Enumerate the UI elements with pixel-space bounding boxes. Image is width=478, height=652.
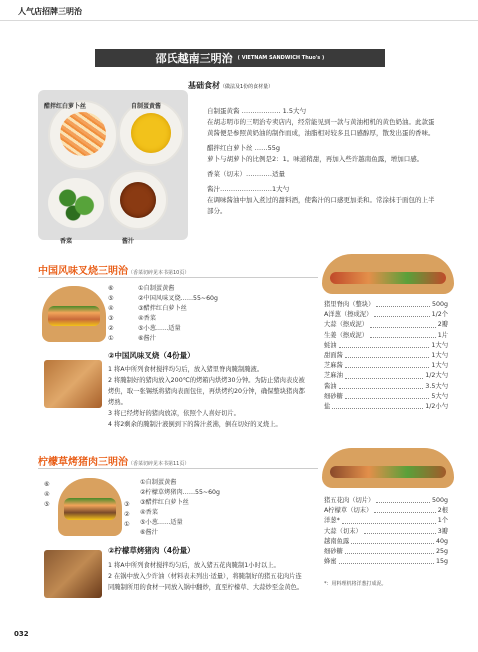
ingredient-name: 猪里脊肉（整块） bbox=[324, 301, 375, 308]
section2-note: （香菜切碎见本书第11页） bbox=[128, 461, 190, 467]
ingredient-row bbox=[324, 361, 448, 371]
layer-item: ①自制蛋黄酱 bbox=[140, 479, 177, 486]
ingredient-name: 芝麻酱 bbox=[324, 362, 343, 370]
mayo-yolk bbox=[131, 113, 171, 153]
section2-title bbox=[38, 453, 189, 468]
ingredient-dots bbox=[342, 516, 436, 523]
callout: ① bbox=[124, 521, 130, 528]
section2-steps bbox=[108, 560, 308, 593]
section1-step-photo bbox=[44, 360, 102, 408]
section1-note: （香菜切碎见本书第10页） bbox=[128, 270, 190, 276]
basic-ingredients-title bbox=[188, 80, 273, 91]
ingredient-qty: 1大勺 bbox=[431, 341, 448, 349]
herb-plate bbox=[48, 178, 104, 228]
ingredient-name: 酱油 bbox=[324, 382, 337, 390]
section1-title-text: 中国风味叉烧三明治 bbox=[38, 266, 128, 277]
section1-sub-title: ②中国风味叉烧（4份量） bbox=[108, 351, 195, 360]
main-title-en: ( VIETNAM SANDWICH Thuo's ) bbox=[237, 55, 325, 61]
step: 3 将已经烤好的猪肉放凉，依照个人喜好切片。 bbox=[108, 410, 240, 417]
ingredient-qty: 1/2大勺 bbox=[425, 372, 448, 380]
ingredient-name: 蚝油 bbox=[324, 341, 337, 349]
ingredient-qty: 500g bbox=[431, 497, 448, 504]
ingredient-row bbox=[324, 516, 448, 526]
callout: ① bbox=[108, 335, 114, 342]
section2-step-photo bbox=[44, 550, 102, 598]
step: 2 在锅中放入少许油（材料表未列出·适量），将腌制好的猪五花肉片连同腌制所用的食材一同放入锅中翻炒，直至柠檬草、大蒜炒至金黄色。 bbox=[108, 573, 304, 591]
ingredient-qty: 1个 bbox=[437, 517, 448, 525]
ingredient-qty: 1/2小勺 bbox=[425, 403, 448, 411]
ingredient-row bbox=[324, 392, 448, 402]
callout: ⑤ bbox=[44, 501, 50, 508]
main-title-bar bbox=[95, 49, 385, 67]
ingredient-qty: 3.5大勺 bbox=[425, 382, 448, 390]
label-sauce: 酱汁 bbox=[122, 238, 135, 245]
ingredient-qty: 25g bbox=[435, 548, 448, 556]
basic-item-carrot bbox=[207, 143, 437, 165]
ingredient-dots bbox=[345, 351, 430, 358]
ingredient-dots bbox=[376, 496, 430, 503]
ingredient-row bbox=[324, 320, 448, 330]
label-herb: 香菜 bbox=[60, 238, 73, 245]
callout: ③ bbox=[124, 501, 130, 508]
label-carrot: 醋拌红白萝卜丝 bbox=[44, 103, 87, 110]
basic-title-text: 基础食材 bbox=[188, 81, 220, 90]
step: 4 将2剩余的腌制汁液倒到下的酱汁煮沸，倒在切好的叉烧上。 bbox=[108, 421, 282, 428]
ingredient-row bbox=[324, 300, 448, 310]
ingredient-qty: 15g bbox=[435, 558, 448, 566]
header-divider bbox=[0, 20, 478, 21]
ingredient-dots bbox=[345, 371, 423, 378]
section1-sandwich-filling bbox=[330, 272, 446, 284]
ingredient-dots bbox=[374, 506, 435, 513]
ingredient-dots bbox=[332, 402, 423, 409]
basic-item-desc: 在调味酱油中加入煮过的甜料酒，使酱汁的口感更加柔和。常涂抹于面包的上半部分。 bbox=[207, 196, 435, 215]
section1-title bbox=[38, 262, 189, 277]
ingredient-row bbox=[324, 547, 448, 557]
ingredient-qty: 2瓣 bbox=[437, 321, 448, 329]
basic-title-note: （做法及1份的食材量） bbox=[220, 84, 274, 90]
main-title-cn: 邵氏越南三明治 bbox=[155, 52, 233, 65]
layer-item: ①自制蛋黄酱 bbox=[138, 285, 175, 292]
ingredient-qty: 5大勺 bbox=[431, 392, 448, 400]
layer-item: ⑥酱汁 bbox=[140, 529, 158, 536]
sauce-bowl bbox=[120, 182, 156, 218]
ingredient-name: 生姜（擦成泥） bbox=[324, 331, 369, 339]
ingredient-dots bbox=[345, 392, 430, 399]
ingredient-dots bbox=[370, 331, 436, 338]
ingredient-qty: 1片 bbox=[437, 331, 448, 339]
section1-cross-filling bbox=[48, 306, 100, 326]
ingredient-row bbox=[324, 496, 448, 506]
ingredient-dots bbox=[374, 310, 429, 317]
layer-item: ⑤小葱……适量 bbox=[138, 325, 181, 332]
callout: ⑤ bbox=[108, 295, 114, 302]
callout: ③ bbox=[108, 315, 114, 322]
section1-ingredients bbox=[324, 300, 448, 412]
ingredient-name: 猪五花肉（切片） bbox=[324, 497, 375, 504]
layer-item: ③醋拌红白萝卜丝 bbox=[140, 499, 189, 506]
basic-item-desc: 萝卜与胡萝卜的比例是2：1。味道稍甜，再加入些许越南鱼露，增加口感。 bbox=[207, 155, 424, 163]
ingredient-name: 细砂糖 bbox=[324, 392, 343, 400]
callout: ⑥ bbox=[44, 481, 50, 488]
ingredient-name: 芝麻油 bbox=[324, 372, 343, 380]
section2-callouts-right bbox=[124, 500, 130, 530]
section2-cross-filling bbox=[64, 498, 116, 520]
ingredient-row bbox=[324, 537, 448, 547]
section2-footnote: *：用料理机将洋葱打成泥。 bbox=[324, 581, 387, 587]
ingredient-name: A洋葱（擦成泥） bbox=[324, 311, 373, 319]
ingredient-name: 盐 bbox=[324, 403, 331, 411]
step: 1 将A中所列食材搅拌均匀后，放入猪五花肉腌制1小时以上。 bbox=[108, 562, 280, 569]
section1-callouts bbox=[108, 284, 114, 344]
layer-item: ②中国风味叉烧……55~60g bbox=[138, 295, 218, 302]
ingredient-qty: 1/2个 bbox=[431, 311, 448, 319]
ingredient-row bbox=[324, 351, 448, 361]
section2-divider bbox=[38, 468, 318, 469]
basic-item-mayo bbox=[207, 106, 437, 139]
section2-sandwich-filling bbox=[330, 466, 446, 478]
basic-item-head: 自制蛋黄酱 ……………… 1.5大勺 bbox=[207, 107, 306, 115]
basic-item-sauce bbox=[207, 184, 437, 217]
ingredient-row bbox=[324, 310, 448, 320]
callout: ④ bbox=[44, 491, 50, 498]
ingredient-row bbox=[324, 331, 448, 341]
callout: ② bbox=[124, 511, 130, 518]
ingredient-dots bbox=[364, 527, 436, 534]
ingredient-name: 细砂糖 bbox=[324, 548, 343, 556]
basic-items bbox=[207, 106, 437, 217]
layer-item: ③醋拌红白萝卜丝 bbox=[138, 305, 187, 312]
ingredient-qty: 40g bbox=[435, 537, 448, 545]
ingredient-row bbox=[324, 557, 448, 567]
ingredient-dots bbox=[339, 557, 434, 564]
carrot-shreds bbox=[60, 112, 106, 156]
page-number: 032 bbox=[14, 630, 29, 638]
ingredient-name: A柠檬草（切末） bbox=[324, 507, 373, 515]
ingredient-name: 洋葱* bbox=[324, 517, 340, 525]
ingredient-dots bbox=[339, 382, 424, 389]
section2-title-text: 柠檬草烤猪肉三明治 bbox=[38, 457, 128, 468]
step: 2 将腌制好的猪肉放入200℃的烤箱内烘烤30分钟。为防止猪肉表皮被烤焦，取一张锡纸将猪肉表面包住，再烘烤约20分钟，确保整块猪肉都烤熟。 bbox=[108, 377, 305, 406]
section1-layers bbox=[138, 284, 218, 344]
ingredient-row bbox=[324, 506, 448, 516]
basic-item-head: 醋拌红白萝卜丝 ……55g bbox=[207, 144, 280, 152]
section2-layers bbox=[140, 478, 220, 538]
basic-item-herb bbox=[207, 169, 437, 180]
ingredient-name: 大蒜（切末） bbox=[324, 527, 362, 535]
ingredient-dots bbox=[351, 537, 434, 544]
callout: ④ bbox=[108, 305, 114, 312]
ingredient-name: 蜂蜜 bbox=[324, 558, 337, 566]
ingredient-row bbox=[324, 341, 448, 351]
section2-ingredients bbox=[324, 496, 448, 567]
layer-item: ④香菜 bbox=[140, 509, 158, 516]
ingredient-row bbox=[324, 402, 448, 412]
ingredient-qty: 2根 bbox=[437, 507, 448, 515]
ingredient-name: 越南鱼露 bbox=[324, 537, 350, 545]
label-yolk: 自制蛋黄酱 bbox=[131, 103, 162, 110]
layer-item: ⑤小葱……适量 bbox=[140, 519, 183, 526]
ingredient-name: 甜面酱 bbox=[324, 352, 343, 360]
ingredient-row bbox=[324, 382, 448, 392]
callout: ⑥ bbox=[108, 285, 114, 292]
step: 1 将A中所列食材搅拌均匀后，放入猪里脊肉腌制腌液。 bbox=[108, 366, 264, 373]
ingredient-qty: 500g bbox=[431, 301, 448, 308]
ingredient-dots bbox=[376, 300, 430, 307]
ingredient-row bbox=[324, 527, 448, 537]
section2-sub-title: ②柠檬草烤猪肉（4份量） bbox=[108, 546, 195, 555]
ingredient-dots bbox=[370, 320, 436, 327]
layer-item: ④香菜 bbox=[138, 315, 156, 322]
ingredient-dots bbox=[345, 547, 434, 554]
section2-callouts-left bbox=[44, 480, 50, 510]
section1-divider bbox=[38, 277, 318, 278]
basic-item-desc: 在胡志明市的三明治专卖店内，经常能见到一款与黄油相机的黄色奶油。此款蛋黄酱便是参照黄奶油的制作而成，油脂相对较多且口感醇厚，散发出蛋的香味。 bbox=[207, 118, 435, 137]
section1-steps bbox=[108, 364, 308, 430]
ingredient-qty: 1大勺 bbox=[431, 352, 448, 360]
callout: ② bbox=[108, 325, 114, 332]
ingredient-qty: 3瓣 bbox=[437, 527, 448, 535]
ingredient-qty: 1大勺 bbox=[431, 362, 448, 370]
ingredient-row bbox=[324, 371, 448, 381]
basic-item-head: 酱汁……………………1大勺 bbox=[207, 185, 290, 193]
ingredient-name: 大蒜（擦成泥） bbox=[324, 321, 369, 329]
ingredient-dots bbox=[345, 361, 430, 368]
layer-item: ②柠檬草烤猪肉……55~60g bbox=[140, 489, 220, 496]
basic-item-head: 香菜（切末）…………适量 bbox=[207, 170, 285, 178]
layer-item: ⑥酱汁 bbox=[138, 335, 156, 342]
ingredient-dots bbox=[339, 341, 430, 348]
header-title: 人气店招牌三明治 bbox=[18, 7, 82, 16]
